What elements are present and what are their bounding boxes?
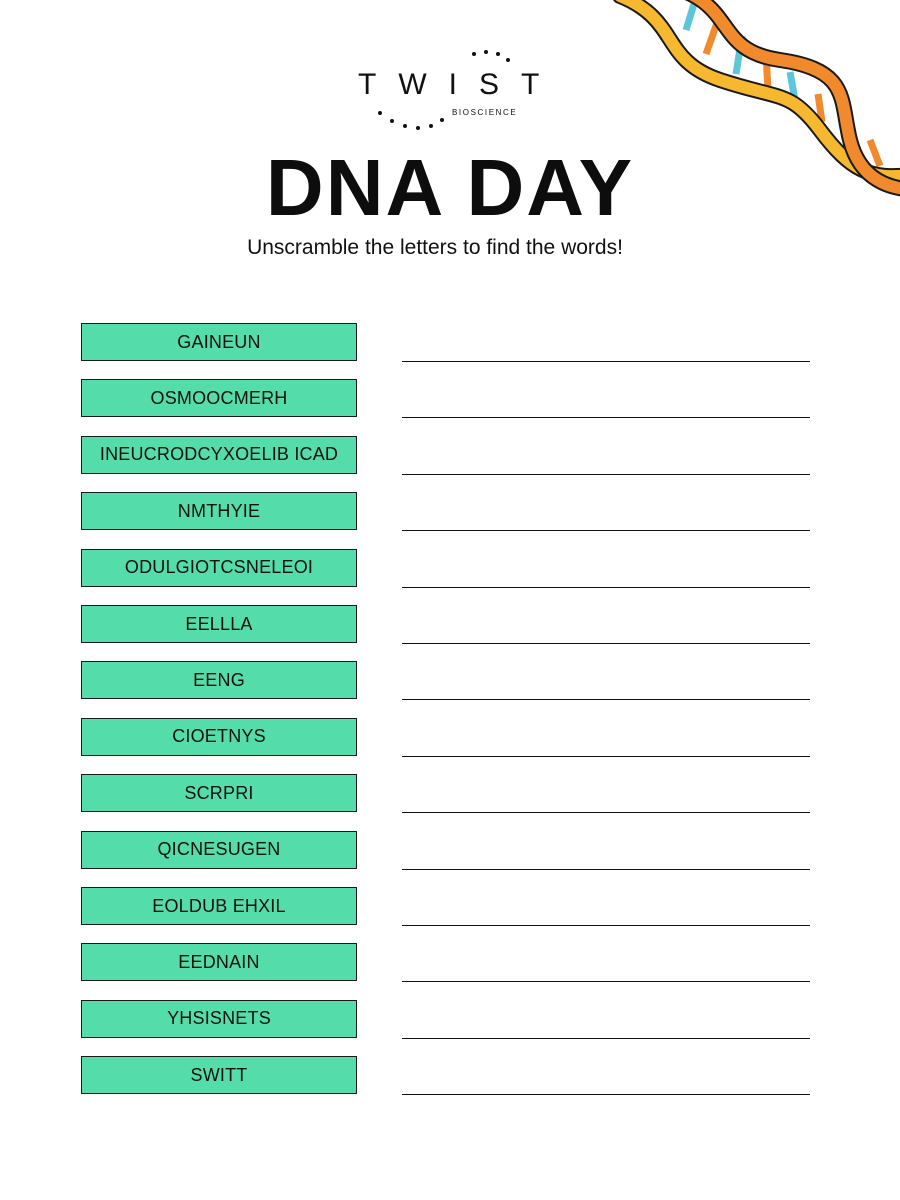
- answer-line[interactable]: [402, 925, 810, 926]
- scrambled-word-box: SCRPRI: [81, 774, 357, 812]
- scrambled-word-box: NMTHYIE: [81, 492, 357, 530]
- answer-line[interactable]: [402, 530, 810, 531]
- logo-subtext: BIOSCIENCE: [452, 108, 518, 117]
- answer-line[interactable]: [402, 869, 810, 870]
- answer-line[interactable]: [402, 812, 810, 813]
- answer-line[interactable]: [402, 981, 810, 982]
- scrambled-word-box: SWITT: [81, 1056, 357, 1094]
- answer-line[interactable]: [402, 474, 810, 475]
- answer-line[interactable]: [402, 756, 810, 757]
- page-title: DNA DAY: [265, 143, 635, 232]
- answer-line[interactable]: [402, 643, 810, 644]
- scrambled-word-box: EENG: [81, 661, 357, 699]
- logo-wordmark: TWIST: [358, 68, 562, 101]
- scrambled-word-box: GAINEUN: [81, 323, 357, 361]
- answer-line[interactable]: [402, 587, 810, 588]
- answer-line[interactable]: [402, 417, 810, 418]
- scrambled-word-box: EELLLA: [81, 605, 357, 643]
- scrambled-word-box: INEUCRODCYXOELIB ICAD: [81, 436, 357, 474]
- scrambled-word-box: ODULGIOTCSNELEOI: [81, 549, 357, 587]
- answer-line[interactable]: [402, 699, 810, 700]
- answer-line[interactable]: [402, 1038, 810, 1039]
- scrambled-word-box: EOLDUB EHXIL: [81, 887, 357, 925]
- answer-line[interactable]: [402, 1094, 810, 1095]
- scrambled-word-box: CIOETNYS: [81, 718, 357, 756]
- scrambled-word-box: EEDNAIN: [81, 943, 357, 981]
- instructions-text: Unscramble the letters to find the words!: [247, 236, 623, 259]
- scrambled-word-box: QICNESUGEN: [81, 831, 357, 869]
- scrambled-word-box: OSMOOCMERH: [81, 379, 357, 417]
- answer-line[interactable]: [402, 361, 810, 362]
- scrambled-word-box: YHSISNETS: [81, 1000, 357, 1038]
